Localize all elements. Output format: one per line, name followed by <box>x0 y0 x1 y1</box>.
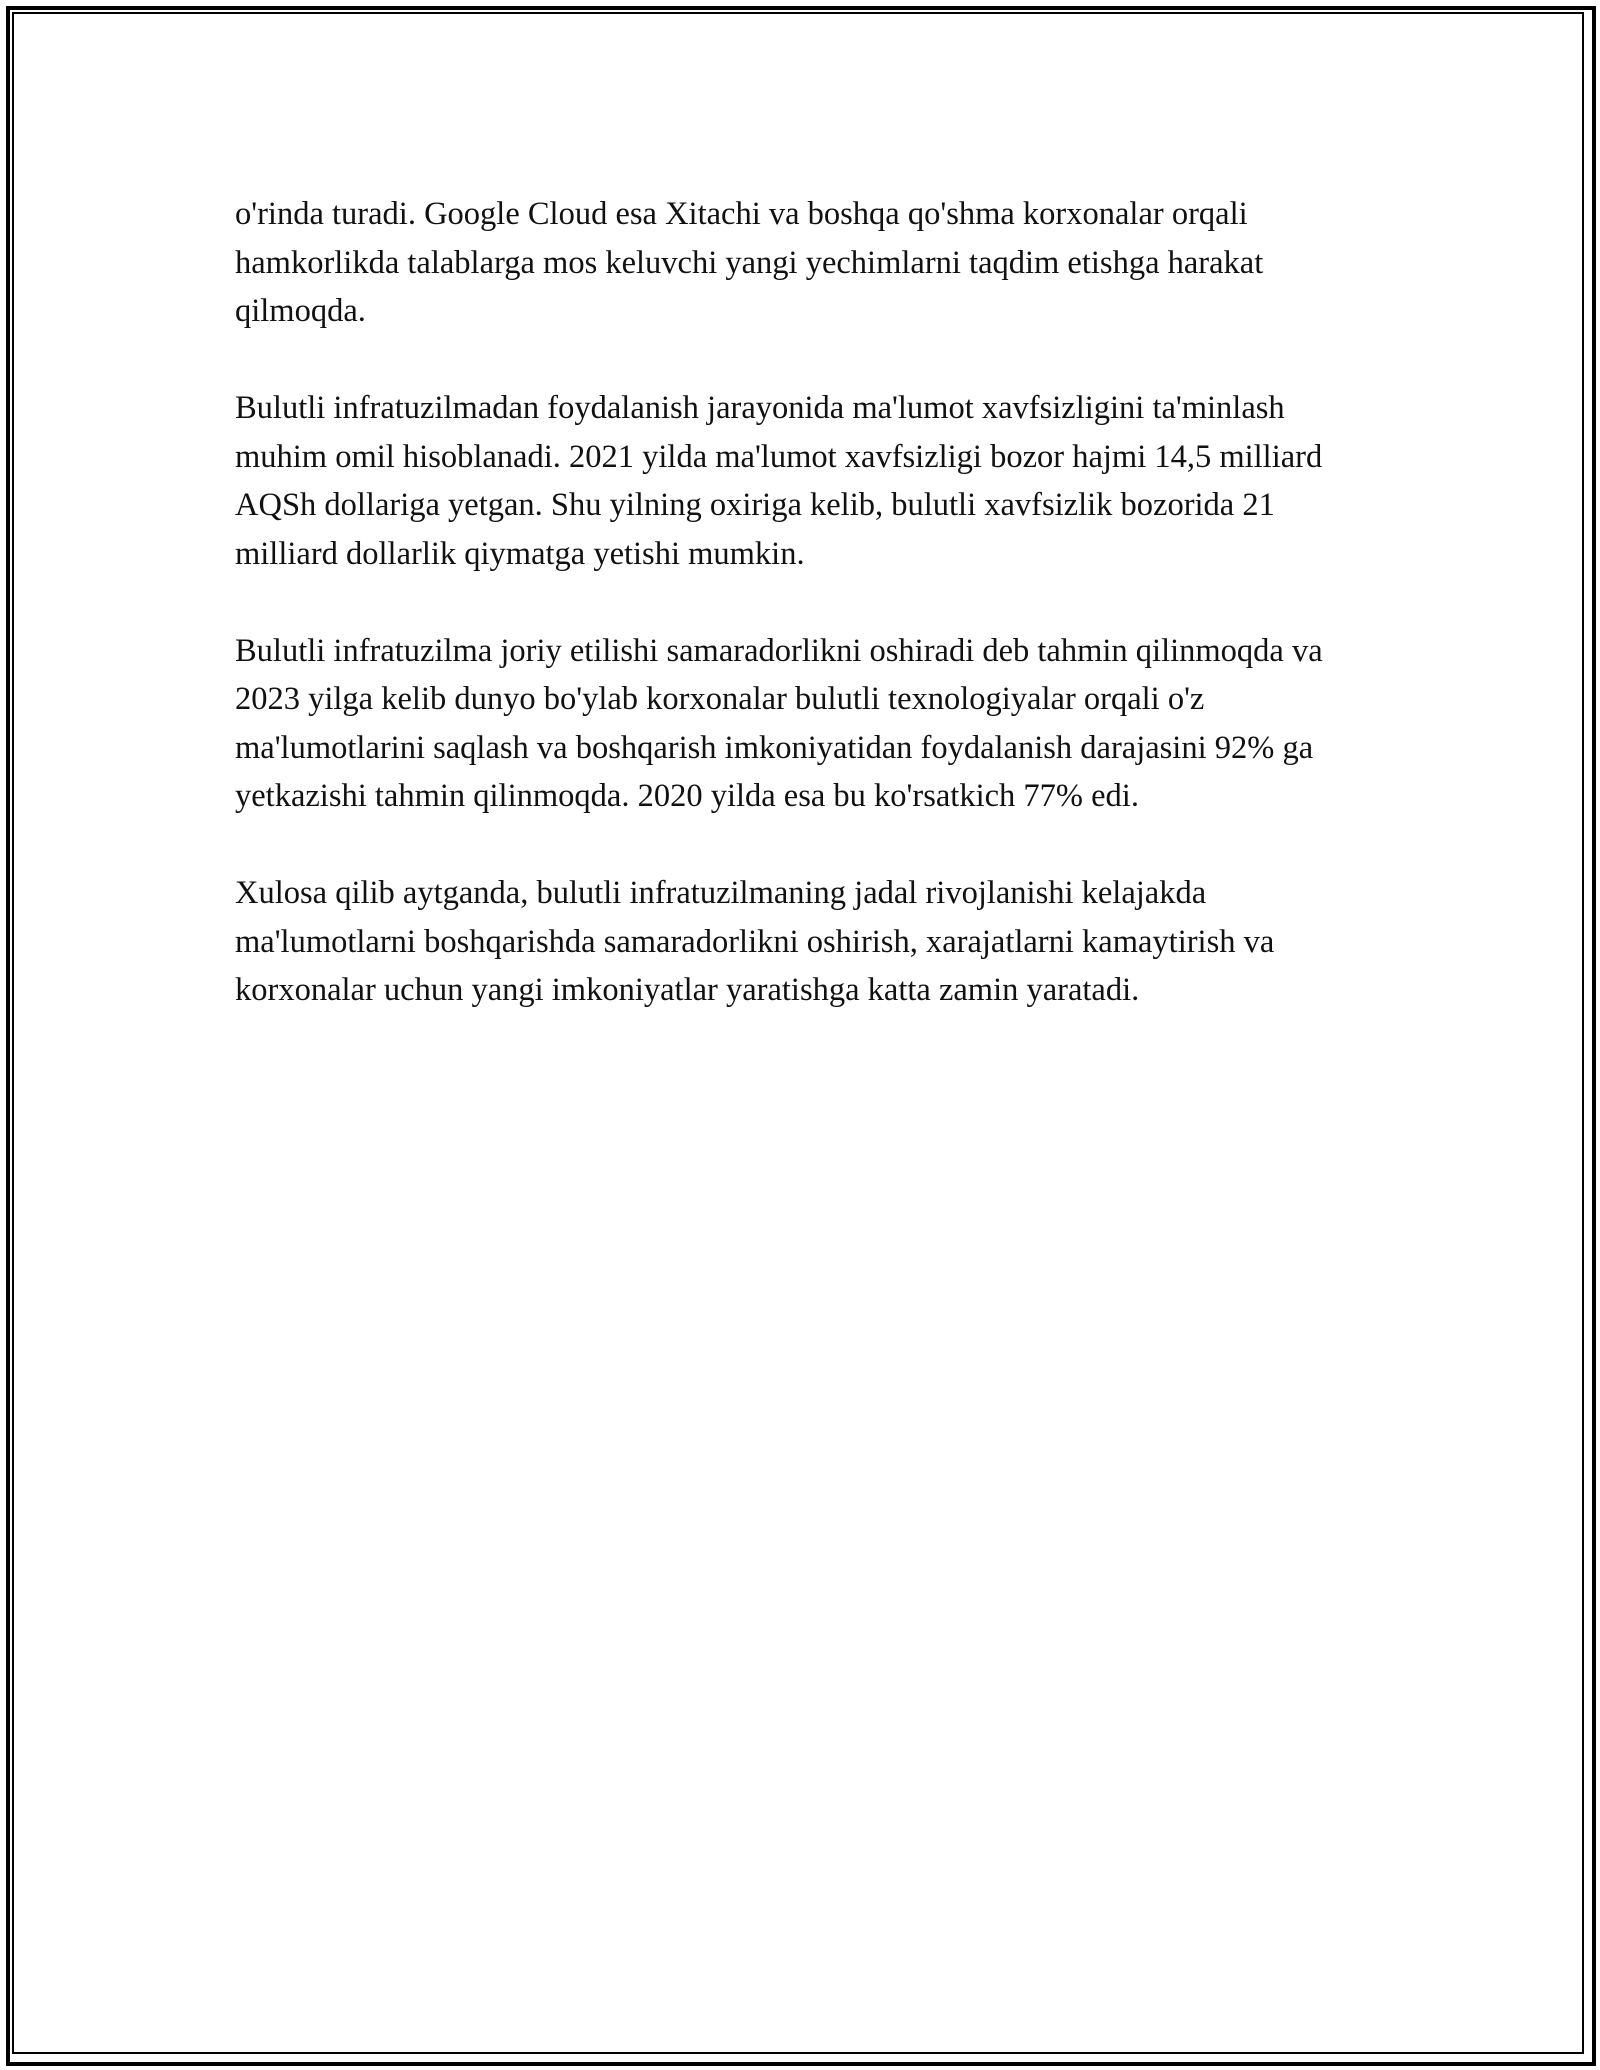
paragraph-continuation: o'rinda turadi. Google Cloud esa Xitachi va boshqa qo'shma korxonalar orqali hamkorlikda talablarga mos keluvchi yangi yechimlarni taqdim etishga harakat qilmoqda. <box>235 196 1264 329</box>
paragraph-data-security: Bulutli infratuzilmadan foydalanish jarayonida ma'lumot xavfsizligini ta'minlash muhim omil hisoblanadi. 2021 yilda ma'lumot xavfsizligi bozor hajmi 14,5 milliard AQSh dollariga yetgan. Shu yilning oxiriga kelib, bulutli xavfsizlik bozorida 21 milliard dollarlik qiymatga yetishi mumkin. <box>235 390 1323 572</box>
paragraph-efficiency: Bulutli infratuzilma joriy etilishi samaradorlikni oshiradi deb tahmin qilinmoqda va 2023 yilga kelib dunyo bo'ylab korxonalar bulutli texnologiyalar orqali o'z ma'lumotlarini saqlash va boshqarish imkoniyatidan foydalanish darajasini 92% ga yetkazishi tahmin qilinmoqda. 2020 yilda esa bu ko'rsatkich 77% edi. <box>235 632 1323 814</box>
paragraph-conclusion: Xulosa qilib aytganda, bulutli infratuzilmaning jadal rivojlanishi kelajakda ma'lumotlarni boshqarishda samaradorlikni oshirish, xarajatlarni kamaytirish va korxonalar uchun yangi imkoniyatlar yaratishga katta zamin yaratadi. <box>235 875 1275 1008</box>
document-body <box>235 190 1375 1063</box>
